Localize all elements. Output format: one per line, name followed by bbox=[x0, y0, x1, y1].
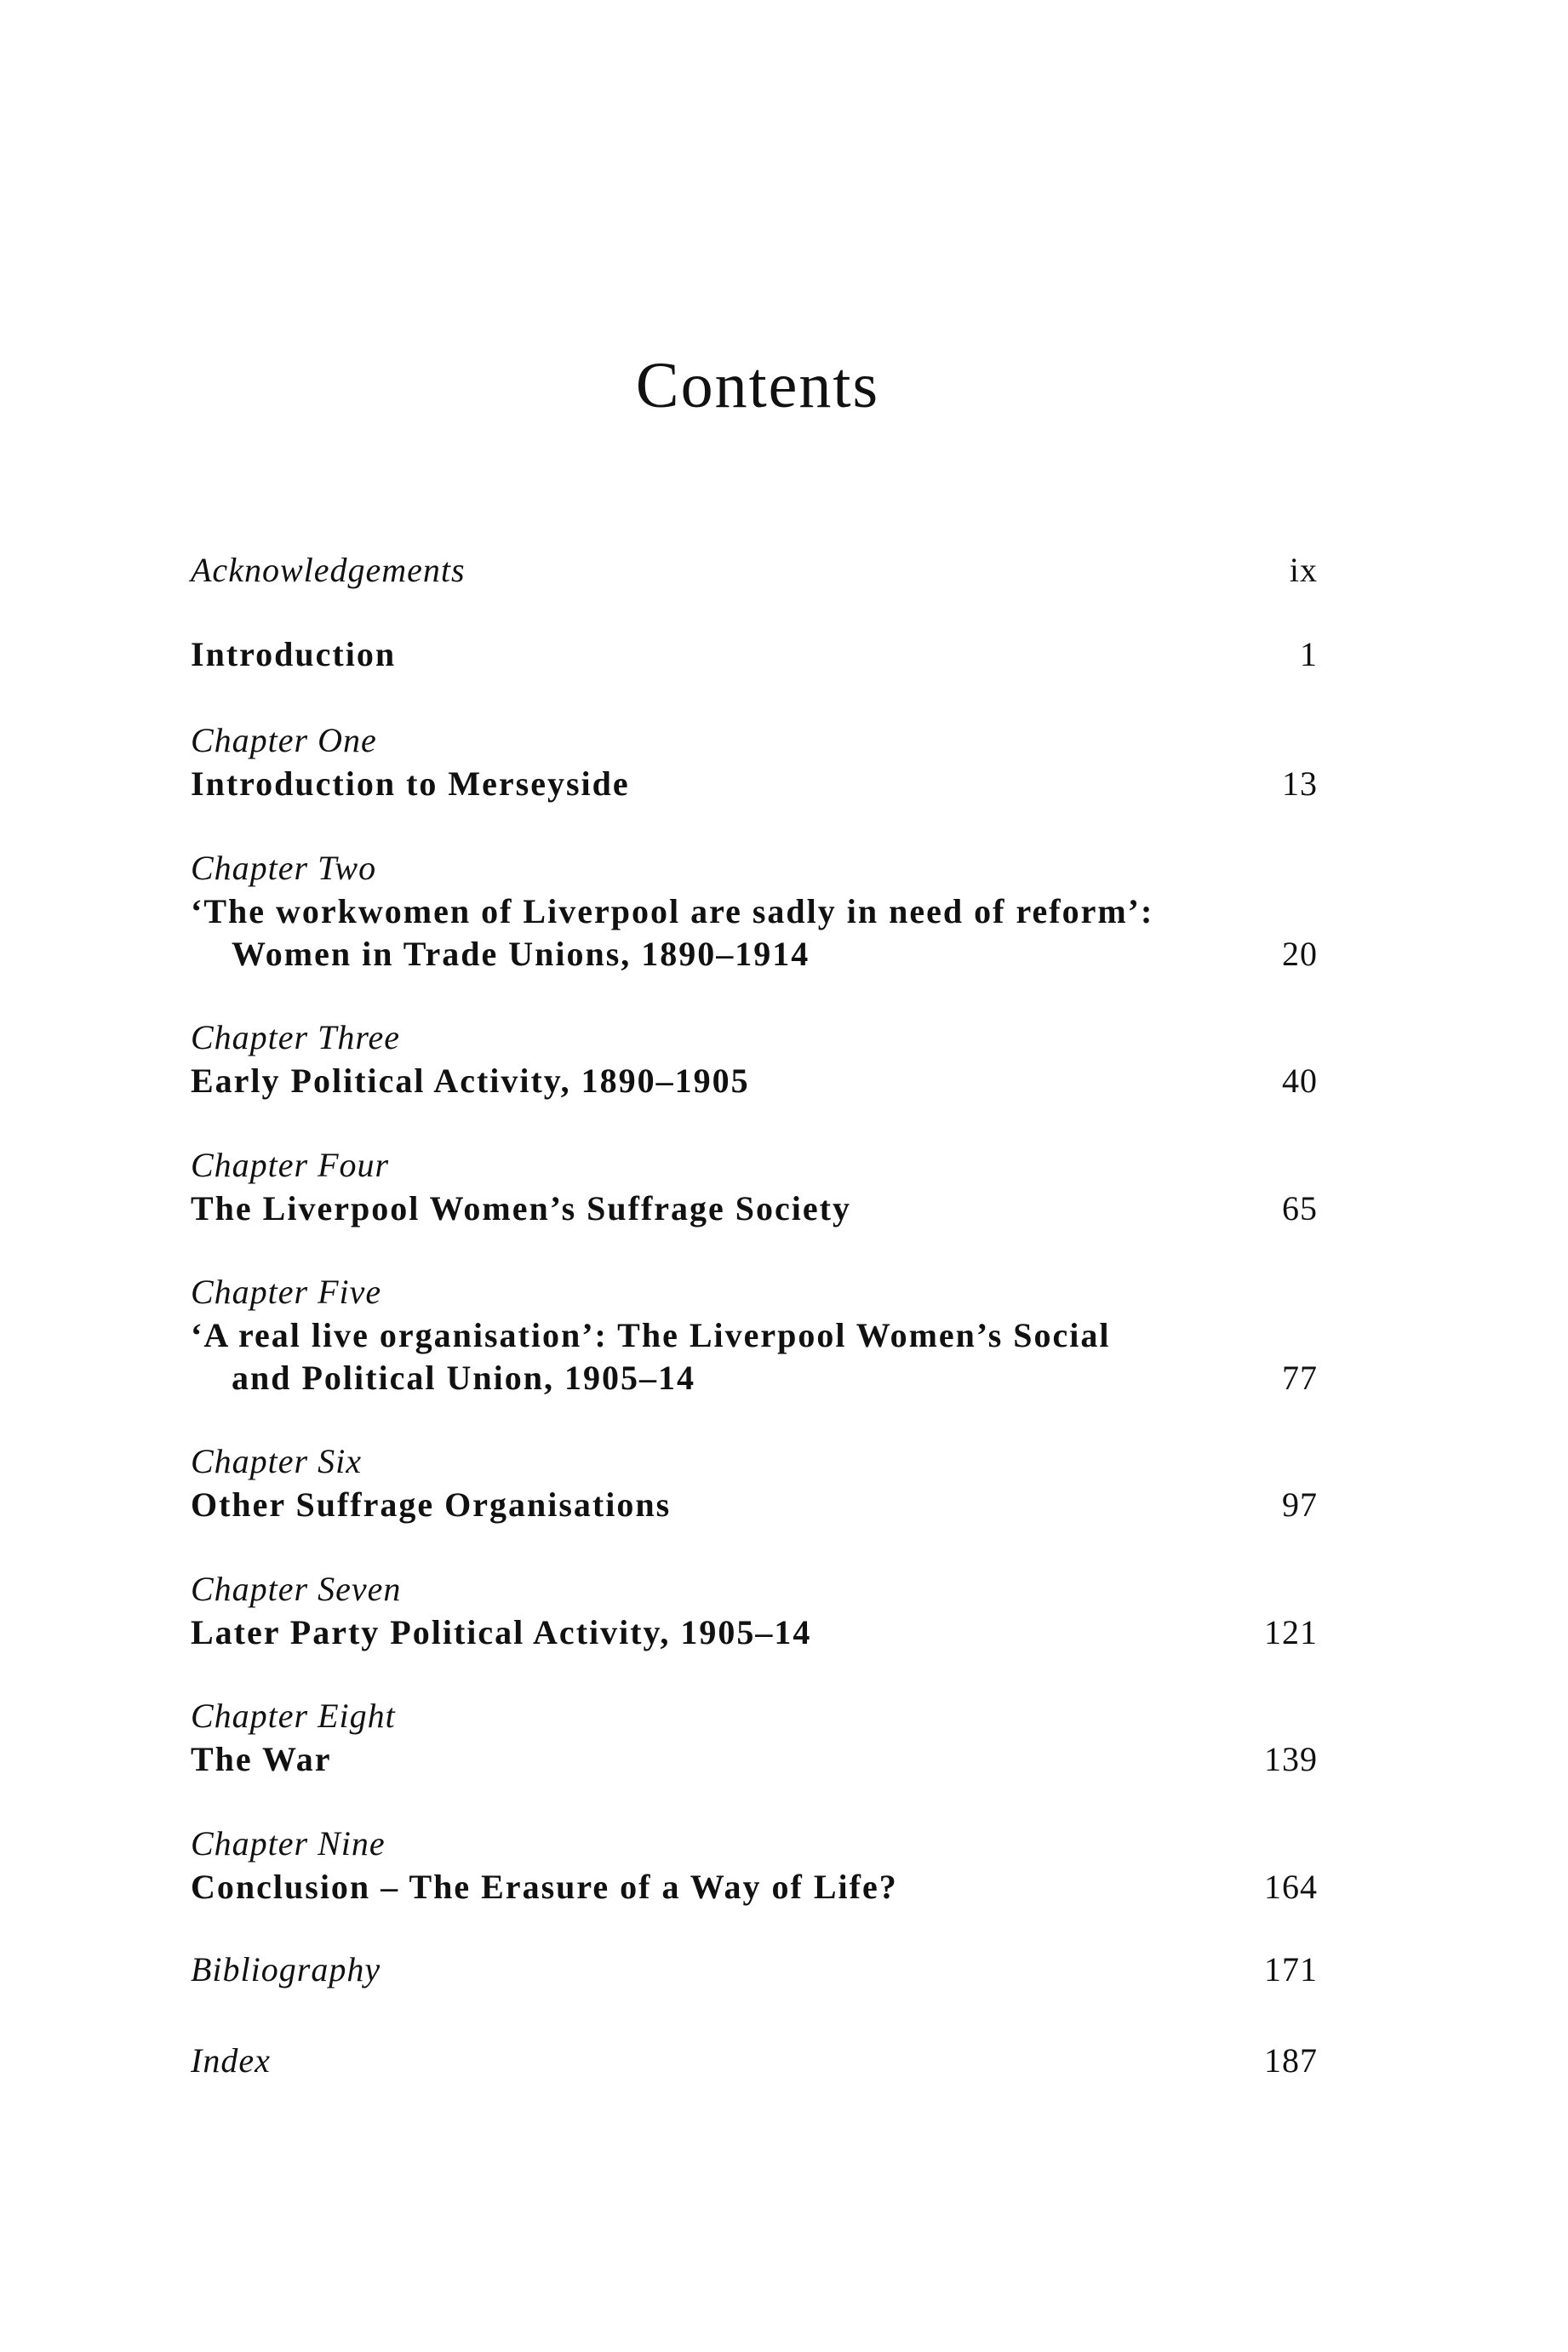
toc-title: Later Party Political Activity, 1905–14 bbox=[191, 1613, 812, 1651]
toc-entry-chapter-four[interactable] bbox=[191, 1143, 1318, 1230]
toc-page-number: 121 bbox=[1264, 1613, 1318, 1651]
toc-page-number: 13 bbox=[1282, 764, 1318, 803]
chapter-label: Chapter Eight bbox=[191, 1697, 396, 1735]
toc-title: Early Political Activity, 1890–1905 bbox=[191, 1062, 750, 1100]
toc-entry-chapter-six[interactable] bbox=[191, 1439, 1318, 1526]
toc-entry-chapter-seven[interactable] bbox=[191, 1567, 1318, 1654]
toc-title: Conclusion – The Erasure of a Way of Life? bbox=[191, 1868, 898, 1906]
toc-entry-acknowledgements[interactable] bbox=[191, 549, 1318, 592]
chapter-label: Chapter Three bbox=[191, 1018, 400, 1056]
toc-title-line-2: Women in Trade Unions, 1890–1914 bbox=[232, 935, 810, 973]
toc-title-line-2: and Political Union, 1905–14 bbox=[232, 1359, 695, 1397]
toc-page-number: 1 bbox=[1300, 635, 1318, 673]
chapter-label: Chapter Seven bbox=[191, 1570, 402, 1608]
toc-entry-chapter-two[interactable] bbox=[191, 846, 1318, 976]
toc-title-line-1: ‘A real live organisation’: The Liverpool Women’s Social bbox=[191, 1316, 1111, 1354]
toc-title: Bibliography bbox=[191, 1950, 381, 1989]
toc-title: Other Suffrage Organisations bbox=[191, 1485, 672, 1524]
toc-title: Introduction to Merseyside bbox=[191, 764, 630, 803]
toc-title: The Liverpool Women’s Suffrage Society bbox=[191, 1189, 851, 1228]
toc-entry-bibliography[interactable] bbox=[191, 1949, 1318, 1991]
toc-page-number: 65 bbox=[1282, 1189, 1318, 1228]
toc-entry-chapter-nine[interactable] bbox=[191, 1822, 1318, 1908]
toc-page-number: 40 bbox=[1282, 1062, 1318, 1100]
chapter-label: Chapter Four bbox=[191, 1146, 390, 1184]
toc-entry-chapter-eight[interactable] bbox=[191, 1694, 1318, 1781]
toc-page-number: 20 bbox=[1282, 935, 1318, 973]
toc-page-number: 77 bbox=[1282, 1359, 1318, 1397]
toc-entry-index[interactable] bbox=[191, 2040, 1318, 2082]
toc-title-line-1: ‘The workwomen of Liverpool are sadly in need of reform’: bbox=[191, 892, 1154, 930]
chapter-label: Chapter Two bbox=[191, 849, 377, 887]
toc-title: Index bbox=[191, 2041, 271, 2080]
toc-page-number: 164 bbox=[1264, 1868, 1318, 1906]
toc-title: Introduction bbox=[191, 635, 397, 673]
toc-title: The War bbox=[191, 1740, 332, 1778]
toc-page-number: 97 bbox=[1282, 1485, 1318, 1524]
chapter-label: Chapter Five bbox=[191, 1273, 382, 1311]
page-title: Contents bbox=[635, 350, 880, 421]
toc-page-number: ix bbox=[1289, 551, 1318, 589]
toc-page-number: 187 bbox=[1264, 2041, 1318, 2080]
toc-title: Acknowledgements bbox=[191, 551, 466, 589]
chapter-label: Chapter Six bbox=[191, 1442, 362, 1480]
toc-entry-chapter-three[interactable] bbox=[191, 1016, 1318, 1102]
chapter-label: Chapter Nine bbox=[191, 1824, 386, 1863]
toc-entry-chapter-five[interactable] bbox=[191, 1270, 1318, 1399]
toc-entry-chapter-one[interactable] bbox=[191, 718, 1318, 805]
toc-entry-introduction[interactable] bbox=[191, 633, 1318, 676]
toc-page-number: 139 bbox=[1264, 1740, 1318, 1778]
toc-page-number: 171 bbox=[1264, 1950, 1318, 1989]
chapter-label: Chapter One bbox=[191, 721, 377, 759]
